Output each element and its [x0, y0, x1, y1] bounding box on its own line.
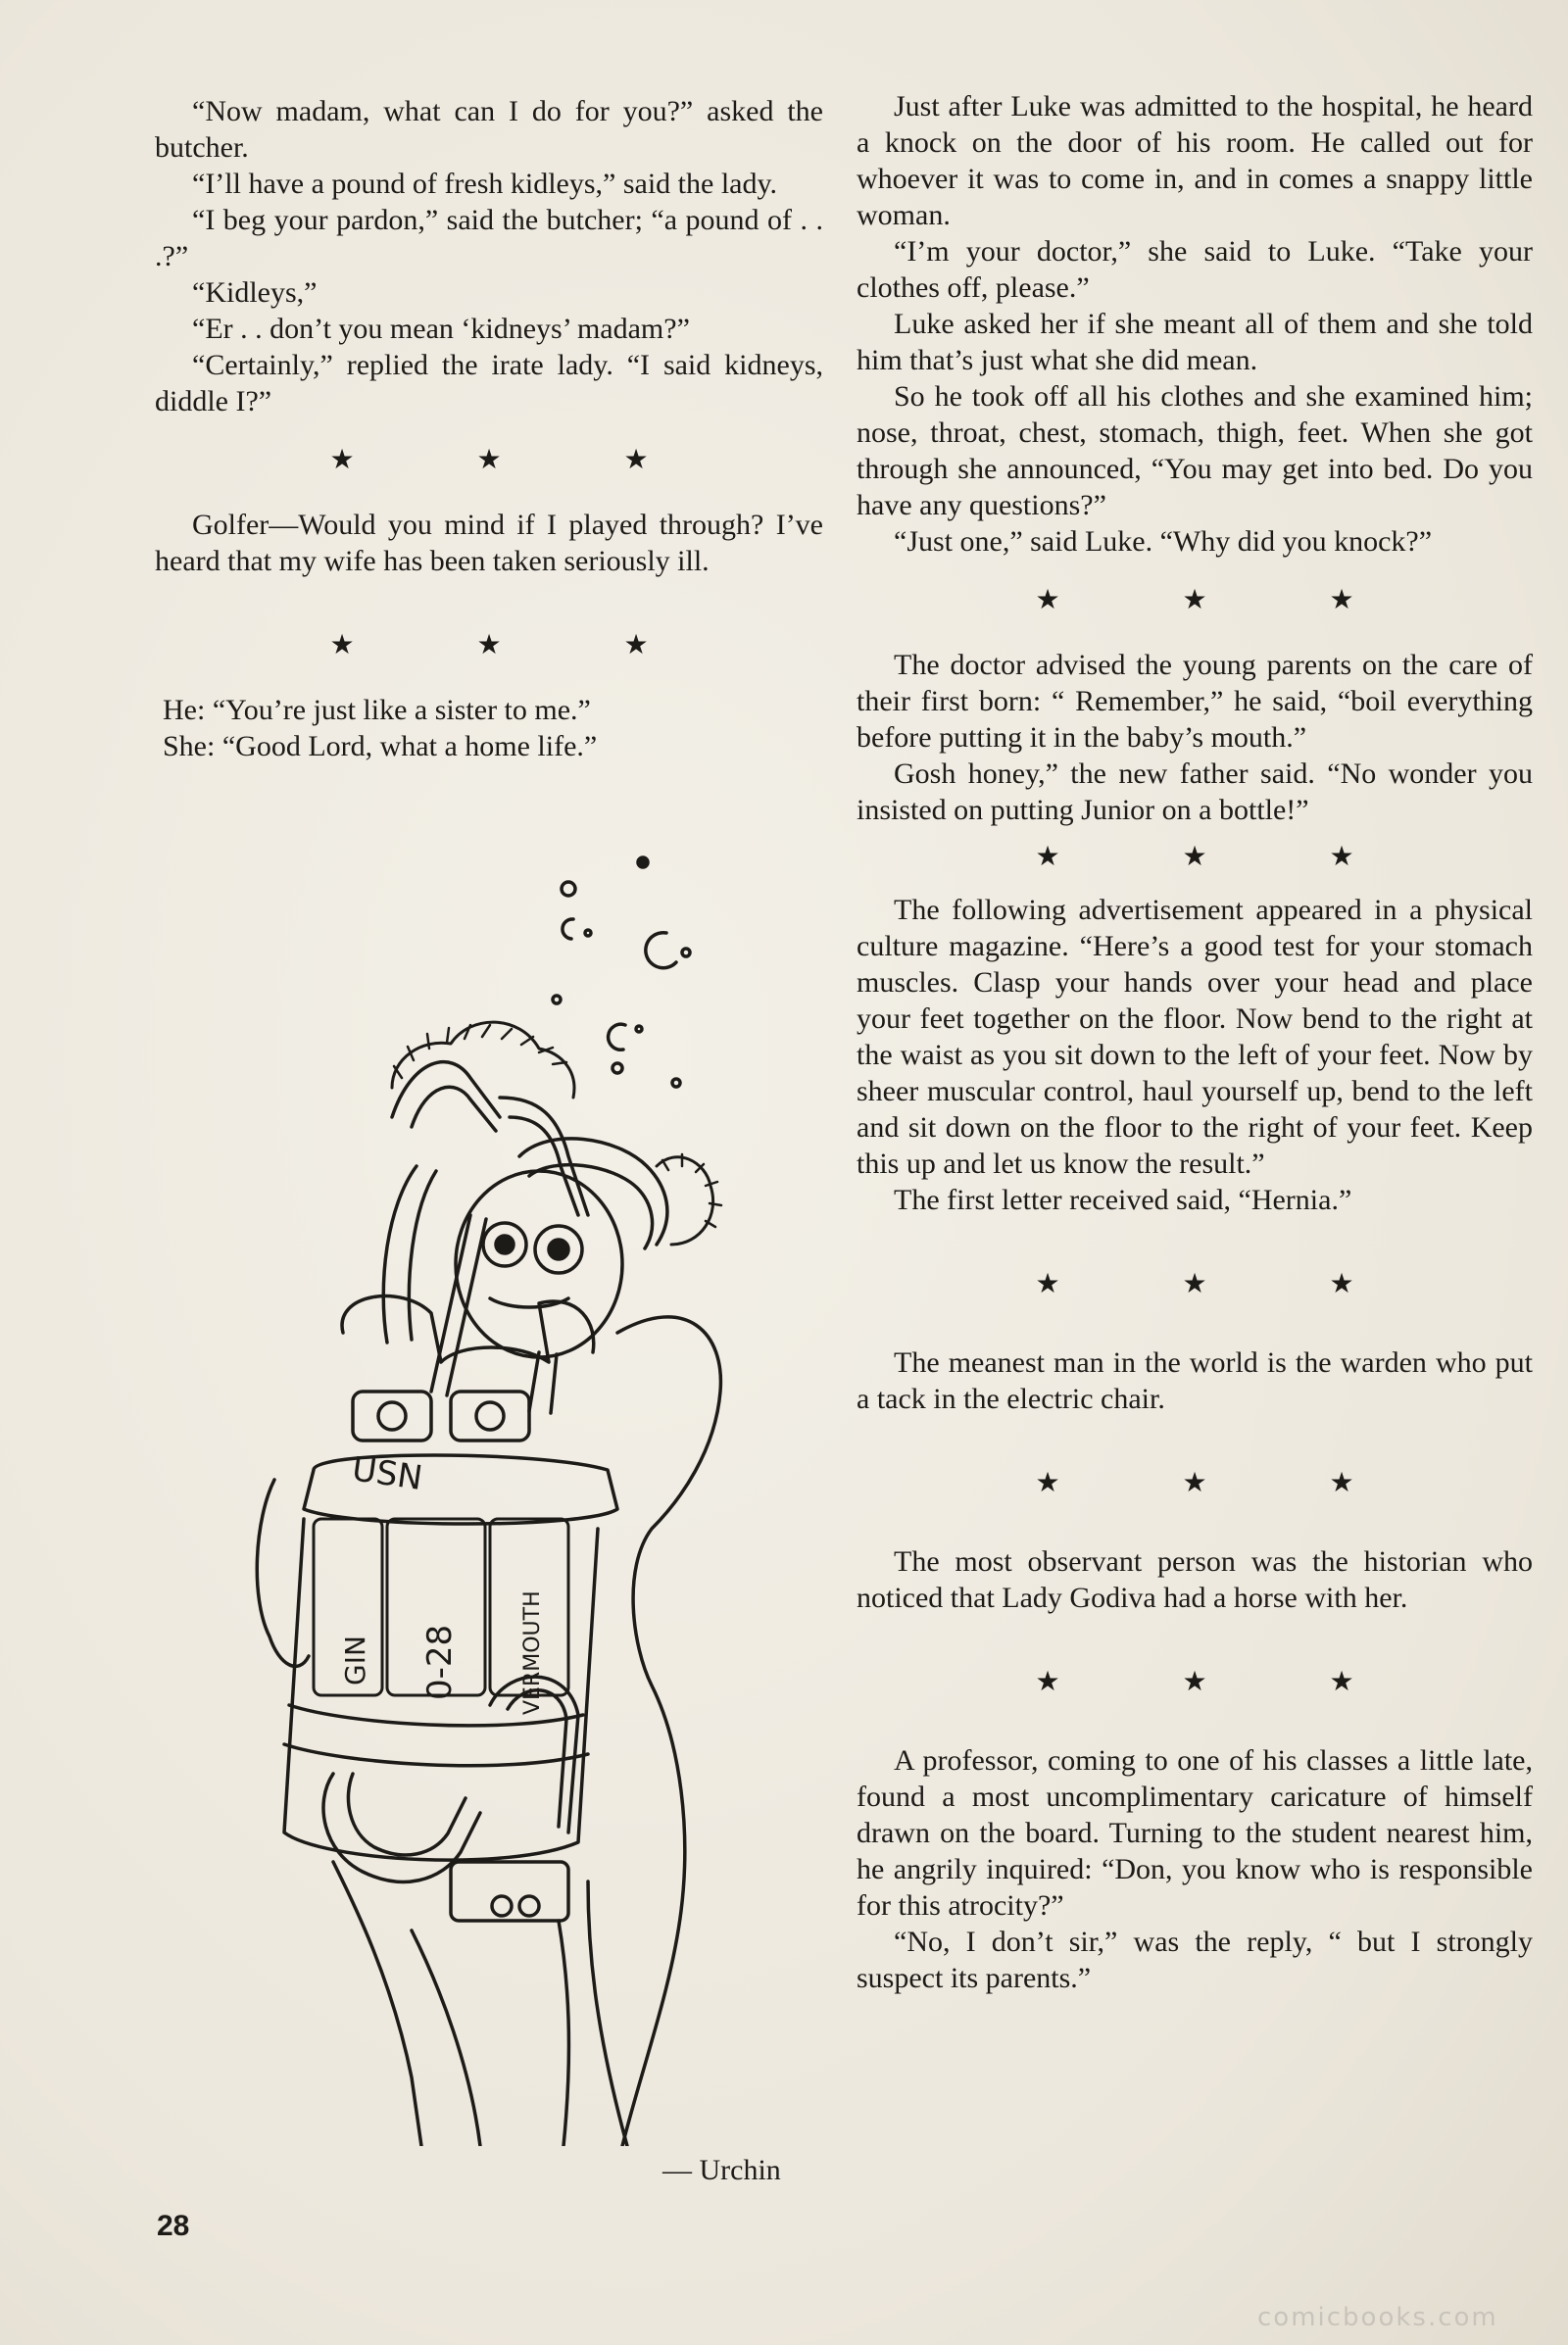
joke-luke-line: So he took off all his clothes and she examined him; nose, throat, chest, stomach, thigh, feet. When she got through she announced, “You may get into bed. Do you have any questions?”	[857, 380, 1533, 521]
joke-sister-line: She: “Good Lord, what a home life.”	[163, 730, 598, 762]
joke-professor-line: “No, I don’t sir,” was the reply, “ but I strongly suspect its parents.”	[857, 1926, 1533, 1994]
star-divider: ★ ★ ★	[1035, 1267, 1411, 1299]
joke-butcher-line: “Now madam, what can I do for you?” asked the butcher.	[155, 95, 823, 164]
joke-doctor-line: The doctor advised the young parents on the care of their first born: “ Remember,” he said, “boil everything before putting it in the baby’s mouth.”	[857, 649, 1533, 754]
left-column	[155, 93, 823, 764]
joke-godiva: The most observant person was the historian who noticed that Lady Godiva had a horse with her.	[857, 1545, 1533, 1614]
star-divider: ★ ★ ★	[1035, 840, 1411, 872]
joke-professor-line: A professor, coming to one of his classes a little late, found a most uncomplimentary caricature of himself drawn on the board. Turning to the student nearest him, he angrily inquired: “Don, you know who is responsible for this atrocity?”	[857, 1744, 1533, 1922]
usn-label: USN	[349, 1449, 425, 1498]
joke-sister-line: He: “You’re just like a sister to me.”	[163, 694, 591, 726]
joke-warden: The meanest man in the world is the warden who put a tack in the electric chair.	[857, 1346, 1533, 1415]
joke-luke-line: Just after Luke was admitted to the hospital, he heard a knock on the door of his room. He called out for whoever it was to come in, and in comes a snappy little woman.	[857, 90, 1533, 231]
star-divider: ★ ★ ★	[1035, 583, 1411, 615]
joke-doctor-line: Gosh honey,” the new father said. “No wonder you insisted on putting Junior on a bottle!”	[857, 757, 1533, 826]
joke-advert-line: The first letter received said, “Hernia.”	[894, 1184, 1352, 1216]
illustration-credit: — Urchin	[662, 2154, 781, 2186]
page-number: 28	[157, 2210, 190, 2242]
joke-luke-line: Luke asked her if she meant all of them and she told him that’s just what she did mean.	[857, 308, 1533, 376]
joke-butcher-line: “I’ll have a pound of fresh kidleys,” said the lady.	[192, 168, 778, 200]
star-divider: ★ ★ ★	[329, 628, 706, 660]
joke-butcher-line: “Er . . don’t you mean ‘kidneys’ madam?”	[192, 313, 690, 345]
vermouth-label: VERMOUTH	[520, 1590, 545, 1715]
joke-luke-line: “I’m your doctor,” she said to Luke. “Take your clothes off, please.”	[857, 235, 1533, 304]
right-column	[857, 88, 1533, 1996]
joke-luke-line: “Just one,” said Luke. “Why did you knock?”	[894, 525, 1433, 558]
joke-butcher-line: “Certainly,” replied the irate lady. “I said kidneys, diddle I?”	[155, 349, 823, 417]
scuba-cartoon-illustration	[245, 843, 813, 2146]
gin-label: GIN	[339, 1636, 371, 1685]
joke-golfer: Golfer—Would you mind if I played through? I’ve heard that my wife has been taken seriously ill.	[155, 509, 823, 577]
star-divider: ★ ★ ★	[329, 443, 706, 475]
joke-advert-line: The following advertisement appeared in a physical culture magazine. “Here’s a good test for your stomach muscles. Clasp your hands over your head and place your feet together on the floor. Now bend to the right at the waist as you sit down to the left of your feet. Now by sheer muscular control, haul yourself up, bend to the left and sit down on the floor to the right of your feet. Keep this up and let us know the result.”	[857, 894, 1533, 1180]
star-divider: ★ ★ ★	[1035, 1665, 1411, 1697]
site-watermark: comicbooks.com	[1257, 2303, 1498, 2332]
joke-butcher-line: “Kidleys,”	[192, 276, 318, 309]
tank-number-label: 0-28	[420, 1624, 460, 1700]
joke-butcher-line: “I beg your pardon,” said the butcher; “a pound of . . .?”	[155, 204, 823, 272]
star-divider: ★ ★ ★	[1035, 1466, 1411, 1498]
